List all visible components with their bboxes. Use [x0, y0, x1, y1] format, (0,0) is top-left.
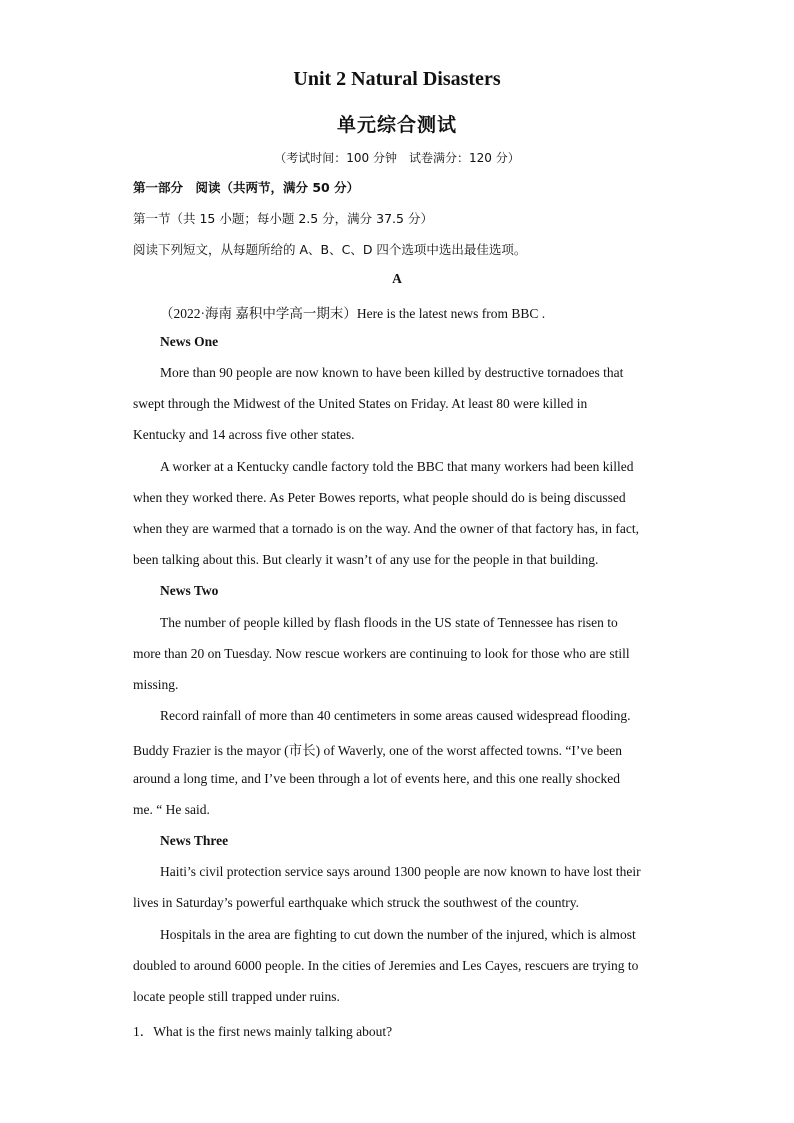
news-two-line: Record rainfall of more than 40 centimeters in some areas caused widespread flooding.: [160, 708, 631, 723]
news-three-line: Haiti’s civil protection service says around 1300 people are now known to have lost their: [160, 864, 641, 879]
news-two-line: more than 20 on Tuesday. Now rescue workers are continuing to look for those who are still: [133, 646, 630, 661]
news-two-line: around a long time, and I’ve been through a lot of events here, and this one really shocked: [133, 771, 620, 786]
news-two-line: Buddy Frazier is the mayor (市长) of Waverly, one of the worst affected towns. “I’ve been: [133, 743, 623, 758]
passage-intro: （2022·海南 嘉积中学高一期末）Here is the latest news from BBC .: [160, 306, 546, 321]
document-subtitle: 单元综合测试: [336, 114, 457, 136]
news-three-line: doubled to around 6000 people. In the cities of Jeremies and Les Cayes, rescuers are trying to: [133, 958, 639, 973]
news-two-line: missing.: [133, 677, 179, 692]
news-two-line: The number of people killed by flash floods in the US state of Tennessee has risen to: [160, 615, 618, 630]
news-one-line: when they worked there. As Peter Bowes reports, what people should do is being discussed: [133, 490, 626, 505]
news-three-title: News Three: [160, 833, 229, 848]
exam-info: （考试时间：100 分钟 试卷满分：120 分）: [274, 151, 520, 165]
instruction-text: 阅读下列短文，从每题所给的 A、B、C、D 四个选项中选出最佳选项。: [133, 242, 527, 257]
news-two-title: News Two: [160, 583, 219, 598]
document-title: Unit 2 Natural Disasters: [293, 68, 501, 90]
news-one-title: News One: [160, 334, 219, 349]
passage-label: A: [392, 271, 402, 286]
news-three-line: lives in Saturday’s powerful earthquake which struck the southwest of the country.: [133, 895, 580, 910]
part1-heading: 第一部分 阅读（共两节，满分 50 分）: [133, 180, 360, 195]
news-two-line: me. “ He said.: [133, 802, 210, 817]
news-one-line: A worker at a Kentucky candle factory told the BBC that many workers had been killed: [160, 459, 634, 474]
news-one-line: been talking about this. But clearly it wasn’t of any use for the people in that building.: [133, 552, 599, 567]
news-one-line: when they are warmed that a tornado is on the way. And the owner of that factory has, in fact,: [133, 521, 639, 536]
news-three-line: locate people still trapped under ruins.: [133, 989, 340, 1004]
news-one-line: More than 90 people are now known to have been killed by destructive tornadoes that: [160, 365, 624, 380]
news-one-line: swept through the Midwest of the United States on Friday. At least 80 were killed in: [133, 396, 588, 411]
news-three-line: Hospitals in the area are fighting to cut down the number of the injured, which is almost: [160, 927, 636, 942]
news-one-line: Kentucky and 14 across five other states.: [133, 427, 355, 442]
section1-heading: 第一节（共 15 小题；每小题 2.5 分，满分 37.5 分）: [133, 211, 433, 226]
question-1: 1．What is the first news mainly talking about?: [133, 1024, 393, 1039]
